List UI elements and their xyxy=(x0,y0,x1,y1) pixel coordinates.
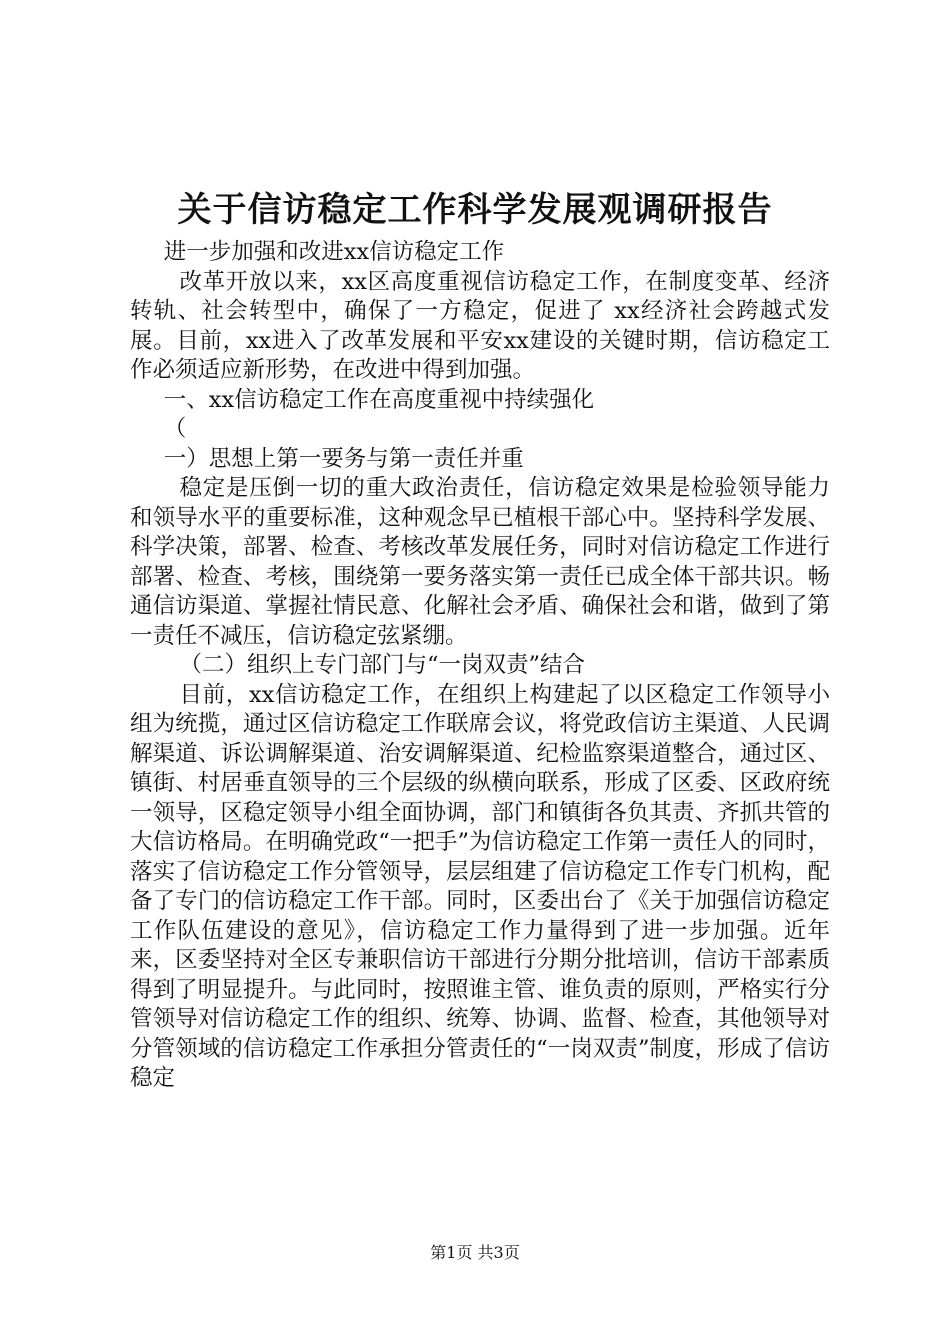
paragraph-fragment: （ xyxy=(163,416,187,442)
page-footer: 第1页 共3页 xyxy=(430,1243,520,1262)
paragraph-intro: 改革开放以来，xx区高度重视信访稳定工作，在制度变革、经济转轨、社会转型中，确保了一方稳定，促进了 xx经济社会跨越式发展。目前，xx进入了改革发展和平安xx建设的关键时期，信访稳定工作必须适应新形势，在改进中得到加强。 xyxy=(130,268,830,383)
paragraph-stability: 稳定是压倒一切的重大政治责任，信访稳定效果是检验领导能力和领导水平的重要标准，这种观念早已植根干部心中。坚持科学发展、科学决策，部署、检查、考核改革发展任务，同时对信访稳定工作进行部署、检查、考核，围绕第一要务落实第一责任已成全体干部共识。畅通信访渠道、掌握社情民意、化解社会矛盾、确保社会和谐，做到了第一责任不减压，信访稳定弦紧绷。 xyxy=(130,475,830,649)
paragraph-organization: 目前，xx信访稳定工作，在组织上构建起了以区稳定工作领导小组为统揽，通过区信访稳定工作联席会议，将党政信访主渠道、人民调解渠道、诉讼调解渠道、治安调解渠道、纪检监察渠道整合，通过区、镇街、村居垂直领导的三个层级的纵横向联系，形成了区委、区政府统一领导，区稳定领导小组全面协调，部门和镇街各负其责、齐抓共管的大信访格局。在明确党政“一把手”为信访稳定工作第一责任人的同时，落实了信访稳定工作分管领导，层层组建了信访稳定工作专门机构，配备了专门的信访稳定工作干部。同时，区委出台了《关于加强信访稳定工作队伍建设的意见》，信访稳定工作力量得到了进一步加强。近年来，区委坚持对全区专兼职信访干部进行分期分批培训，信访干部素质得到了明显提升。与此同时，按照谁主管、谁负责的原则，严格实行分管领导对信访稳定工作的组织、统筹、协调、监督、检查，其他领导对分管领域的信访稳定工作承担分管责任的“一岗双责”制度，形成了信访稳定 xyxy=(130,681,830,1091)
document-body xyxy=(130,238,830,1094)
section-heading-1: 一、xx信访稳定工作在高度重视中持续强化 xyxy=(163,386,595,413)
subsection-heading-1: 一）思想上第一要务与第一责任并重 xyxy=(163,445,524,472)
paragraph-subtitle: 进一步加强和改进xx信访稳定工作 xyxy=(163,239,505,265)
document-title: 关于信访稳定工作科学发展观调研报告 xyxy=(177,190,773,230)
subsection-heading-2: （二）组织上专门部门与“一岗双责”结合 xyxy=(179,652,586,678)
